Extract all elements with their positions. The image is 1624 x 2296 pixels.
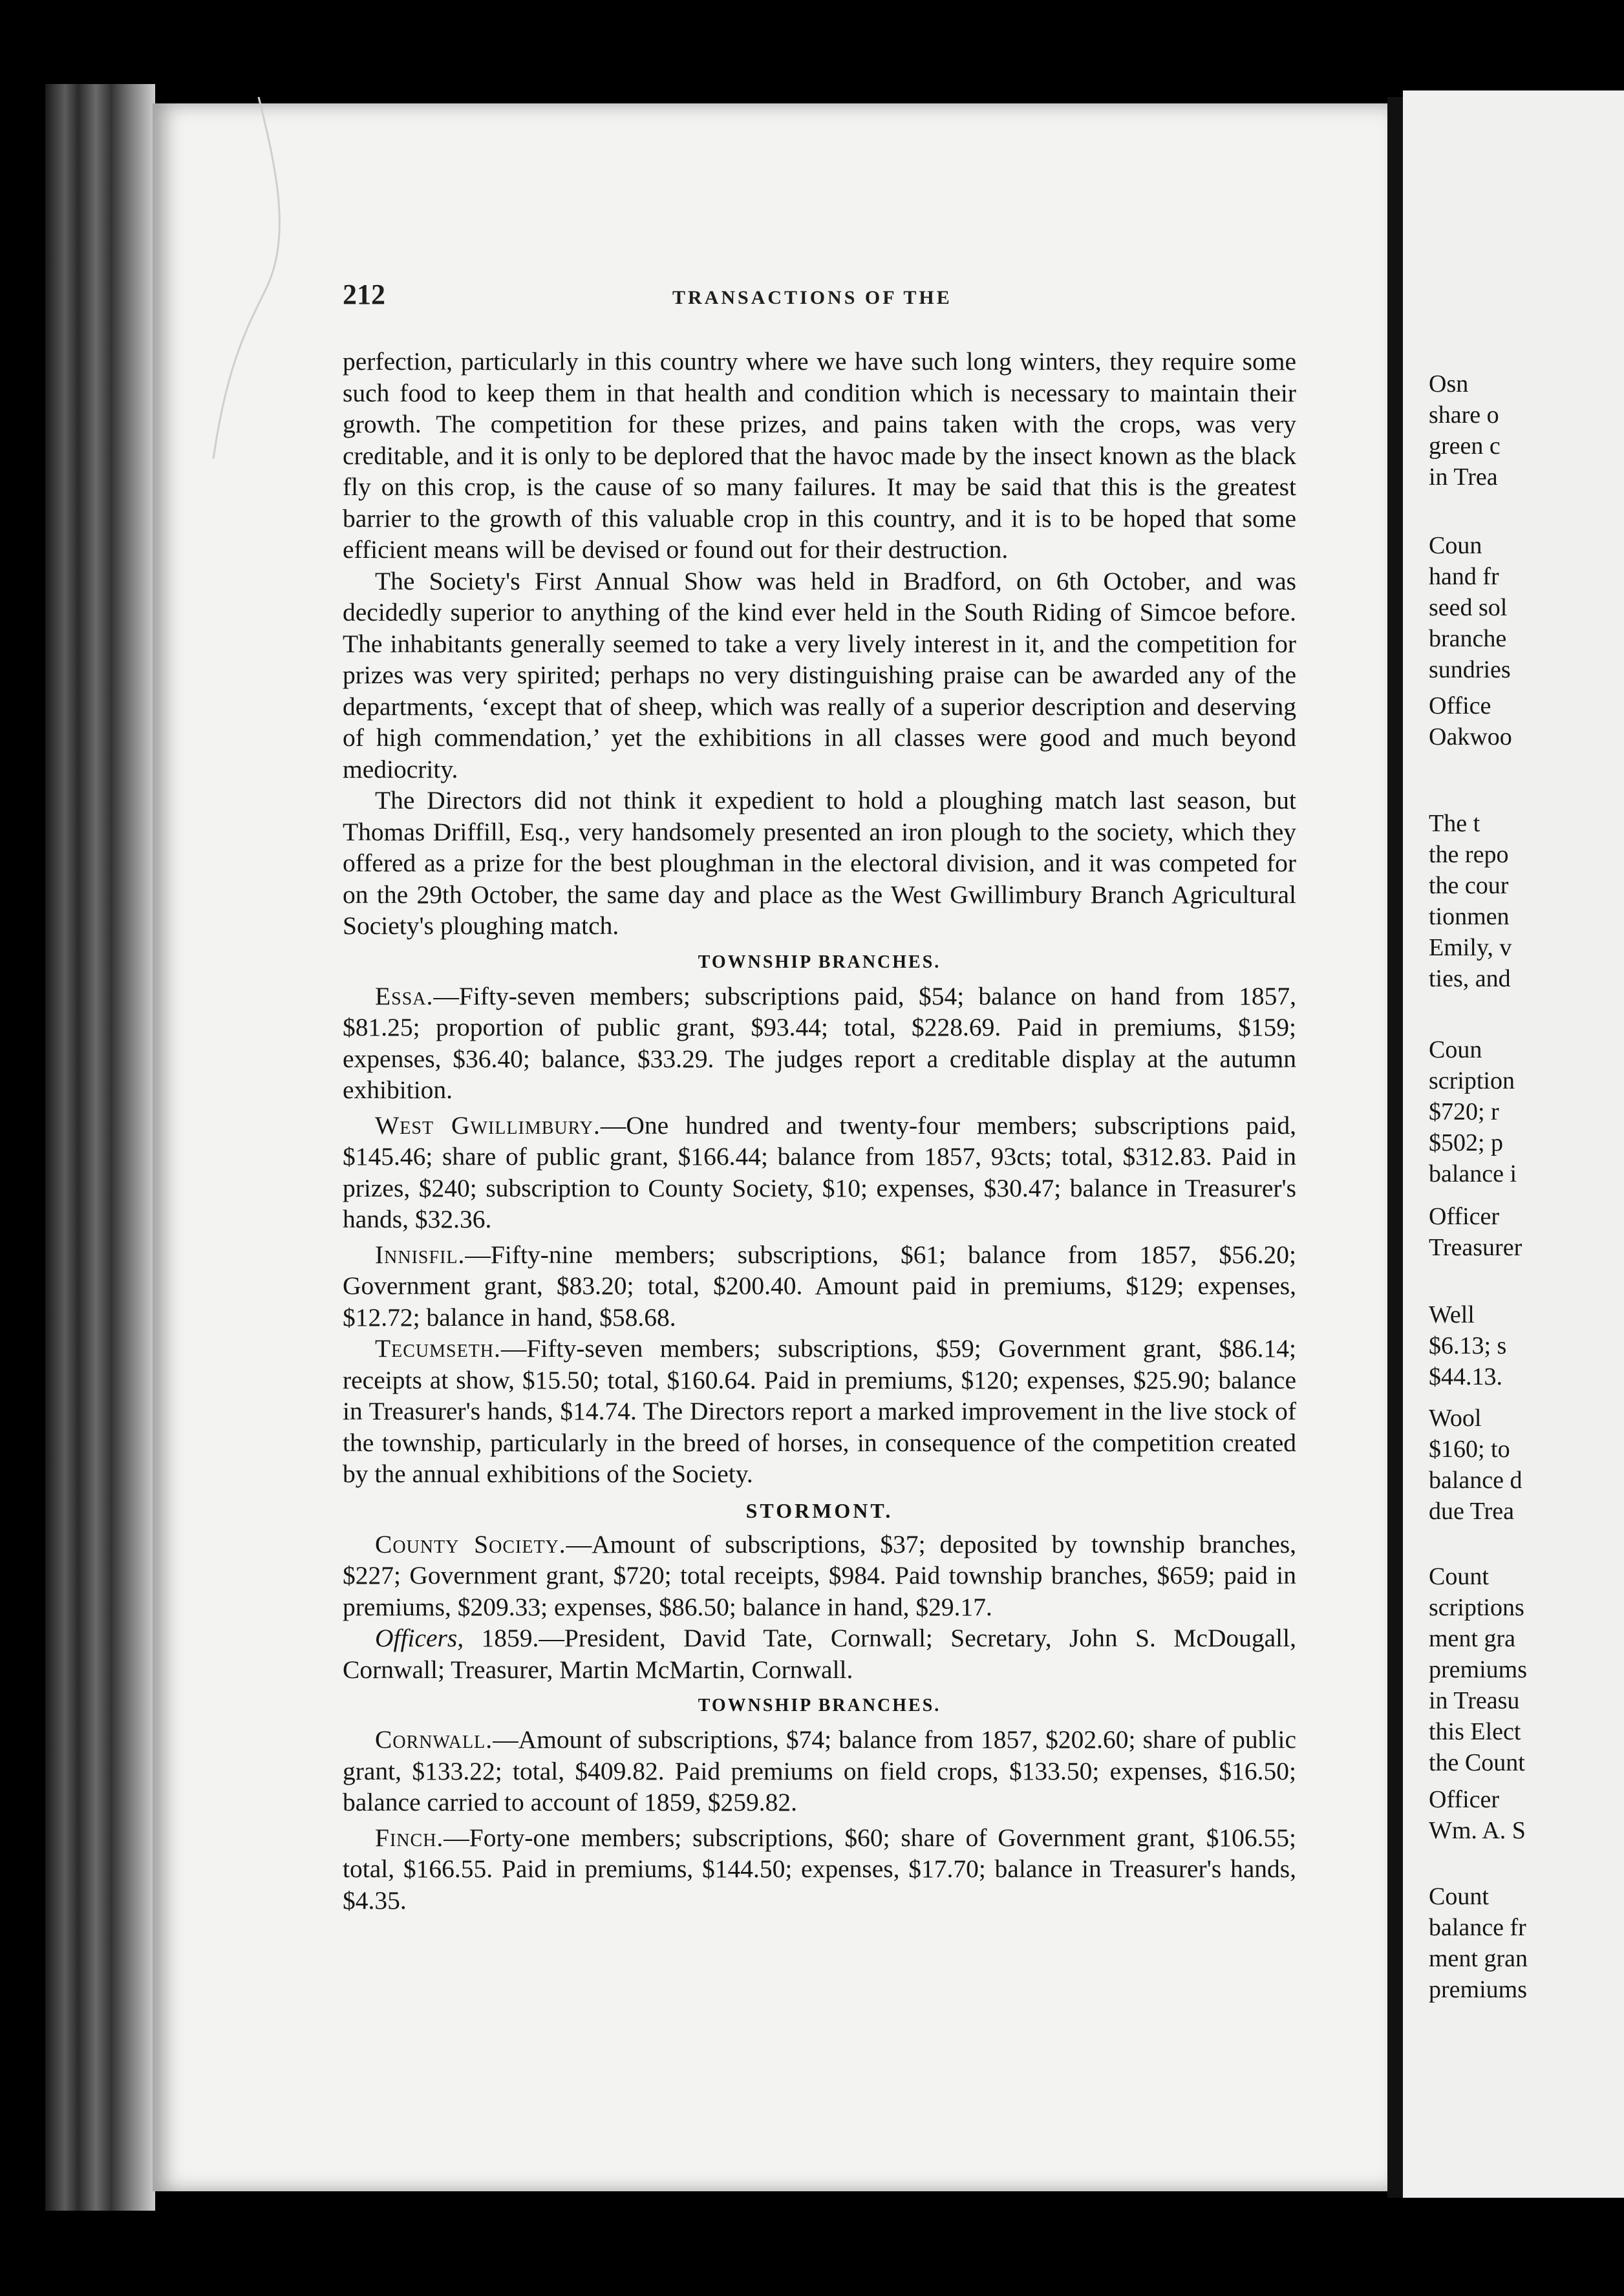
paragraph: perfection, particularly in this country where we have such long winters, they require some such food to keep them in that health and condition which is necessary to maintain their growth. The competition for these prizes, and pains taken with the crops, was very creditable, and it is only to be deplored that the havoc made by the insect known as the black fly on this crop, is the cause of so many failures. It may be said that this is the greatest barrier to the growth of this valuable crop in this country, and it is to be hoped that some efficient means will be devised or found out for their destruction. [343,347,1296,564]
right-page-line: green c [1429,432,1501,460]
right-page-line: in Treasu [1429,1687,1520,1714]
entry-name: County Society. [375,1529,566,1558]
right-page-line: $160; to [1429,1436,1510,1463]
right-page-line: scriptions [1429,1594,1524,1621]
entry-name: Tecumseth. [375,1334,501,1363]
right-page-line: Emily, v [1429,934,1512,961]
page-gutter [1387,97,1403,2198]
right-page-line: scription [1429,1067,1515,1094]
pencil-mark [187,97,317,459]
right-page-line: Wm. A. S [1429,1817,1526,1844]
paragraph: The Directors did not think it expedient to hold a ploughing match last season, but Thomas Driffill, Esq., very handsomely presented an iron plough to the society, which they offered as a prize for the best ploughman in the electoral division, and it was competed for on the 29th October, the same day and place as the West Gwillimbury Branch Agricultural Society's ploughing match. [343,786,1296,940]
entry-name: Essa. [375,981,434,1010]
right-page-line: branche [1429,625,1507,652]
entry-text: —Amount of subscriptions, $74; balance from 1857, $202.60; share of public grant, $133.22; total, $409.82. Paid premiums on field crops, $133.50; expenses, $16.50; balance carried to account of 1859, $259.82. [343,1725,1296,1816]
right-page-line: balance d [1429,1467,1522,1494]
right-page-line: Wool [1429,1405,1482,1432]
right-page-line: Coun [1429,532,1482,559]
right-page-line: tionmen [1429,903,1510,930]
entry-text: —Fifty-seven members; subscriptions, $59; Government grant, $86.14; receipts at show, $15.50; total, $160.64. Paid in premiums, $120; expenses, $25.90; balance in Treasurer's hands, $14.74. The Directors report a marked improvement in the live stock of the township, particularly in the breed of horses, in consequence of the competition created by the annual exhibitions of the Society. [343,1334,1296,1488]
right-page-line: Officer [1429,1203,1500,1230]
right-page-line: premiums [1429,1656,1527,1683]
right-page-line: premiums [1429,1976,1527,2003]
section-heading: TOWNSHIP BRANCHES. [698,951,941,972]
entry-west-gwillimbury [343,1110,1296,1235]
page-body [343,346,1296,1916]
right-page-line: sundries [1429,656,1511,683]
entry-county-society [343,1529,1296,1623]
right-page-line: Osn [1429,370,1469,398]
entry-essa [343,981,1296,1106]
right-page-line: the cour [1429,872,1509,899]
right-page-line: ties, and [1429,965,1511,992]
right-page-line: Oakwoo [1429,723,1512,750]
section-heading: TOWNSHIP BRANCHES. [698,1695,941,1716]
right-page-fragment [1403,90,1624,2198]
officers-label: Officers, [375,1624,464,1652]
right-page-line: the repo [1429,841,1509,868]
entry-officers [343,1622,1296,1685]
right-page-line: Well [1429,1301,1475,1328]
right-page-line: $502; p [1429,1129,1504,1156]
right-page-line: Treasurer [1429,1234,1522,1261]
entry-name: Finch. [375,1823,444,1852]
right-page-line: balance i [1429,1160,1517,1187]
right-page-line: the Count [1429,1749,1525,1776]
right-page-line: share o [1429,401,1499,429]
entry-text: 1859.—President, David Tate, Cornwall; Secretary, John S. McDougall, Cornwall; Treasurer, Martin McMartin, Cornwall. [343,1624,1296,1684]
entry-text: —Amount of subscriptions, $37; deposited by township branches, $227; Government grant, $720; total receipts, $984. Paid township branches, $659; paid in premiums, $209.33; expenses, $86.50; balance in hand, $29.17. [343,1529,1296,1621]
page-number: 212 [343,279,385,310]
entry-innisfil [343,1239,1296,1334]
right-page-line: due Trea [1429,1498,1514,1525]
section-heading: STORMONT. [745,1498,893,1522]
right-page-line: Officer [1429,1786,1500,1813]
entry-text: —Fifty-nine members; subscriptions, $61; balance from 1857, $56.20; Government grant, $83.20; total, $200.40. Amount paid in premiums, $129; expenses, $12.72; balance in hand, $58.68. [343,1240,1296,1332]
right-page-line: Coun [1429,1036,1482,1063]
right-page-line: this Elect [1429,1718,1521,1745]
entry-name: Cornwall. [375,1725,493,1754]
entry-name: West Gwillimbury. [375,1111,601,1140]
right-page-line: in Trea [1429,463,1498,491]
right-page-line: $44.13. [1429,1363,1502,1390]
paragraph: The Society's First Annual Show was held in Bradford, on 6th October, and was decidedly superior to anything of the kind ever held in the South Riding of Simcoe before. The inhabitants generally seemed to take a very lively interest in it, and the competition for prizes was very spirited; perhaps no very distinguishing praise can be awarded any of the departments, ‘except that of sheep, which was really of a superior description and deserving of high commendation,’ yet the exhibitions in all classes were good and much beyond mediocrity. [343,566,1296,783]
entry-text: —Forty-one members; subscriptions, $60; share of Government grant, $106.55; total, $166.55. Paid in premiums, $144.50; expenses, $17.70; balance in Treasurer's hands, $4.35. [343,1823,1296,1915]
right-page-line: balance fr [1429,1914,1526,1941]
right-page-line: ment gra [1429,1625,1516,1652]
entry-finch [343,1822,1296,1917]
entry-text: —One hundred and twenty-four members; subscriptions paid, $145.46; share of public grant, $166.44; balance from 1857, 93cts; total, $312.83. Paid in prizes, $240; subscription to County Society, $10; expenses, $30.47; balance in Treasurer's hands, $32.36. [343,1111,1296,1233]
right-page-line: ment gran [1429,1945,1528,1972]
right-page-line: The t [1429,810,1480,837]
entry-name: Innisfil. [375,1240,465,1269]
entry-tecumseth [343,1333,1296,1490]
running-head: TRANSACTIONS OF THE [672,287,952,308]
right-page-line: Count [1429,1883,1489,1910]
page-header [343,278,1299,317]
entry-text: —Fifty-seven members; subscriptions paid, $54; balance on hand from 1857, $81.25; proportion of public grant, $93.44; total, $228.69. Paid in premiums, $159; expenses, $36.40; balance, $33.29. The judges report a creditable display at the autumn exhibition. [343,981,1296,1104]
book-spine [45,84,155,2211]
right-page-line: hand fr [1429,563,1499,590]
right-page-line: Office [1429,692,1491,719]
right-page-line: Count [1429,1563,1489,1590]
right-page-line: $720; r [1429,1098,1499,1125]
entry-cornwall [343,1724,1296,1818]
right-page-line: $6.13; s [1429,1332,1507,1359]
right-page-line: seed sol [1429,594,1508,621]
